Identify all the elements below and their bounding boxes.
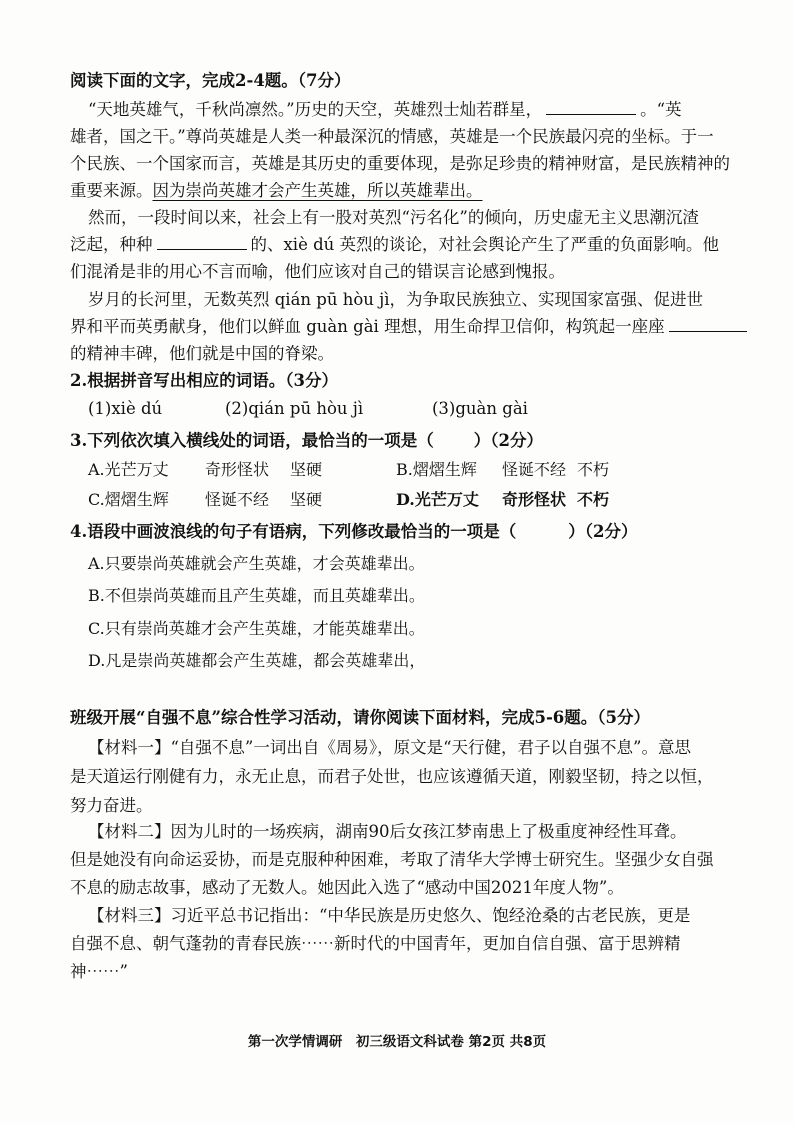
q2-item-3: (3)guàn gài xyxy=(432,399,528,418)
p3-line1: 岁月的长河里，无数英烈 qián pū hòu jì，为争取民族独立、实现国家富强、促进世 xyxy=(88,290,704,309)
q3-stem xyxy=(70,430,543,452)
p2-line2-text: 泛起，种种 xyxy=(70,235,153,254)
q3-option-c-w1: C.熠熠生辉 xyxy=(88,490,169,509)
p1-line1 xyxy=(88,99,682,121)
p1-line4 xyxy=(70,180,483,202)
q3-stem-text: 3.下列依次填入横线处的词语，最恰当的一项是（ xyxy=(70,431,434,450)
fill-blank-2[interactable] xyxy=(157,248,247,250)
q2-item-2: (2)qián pū hòu jì xyxy=(225,399,364,418)
q3-option-c-w3: 坚硬 xyxy=(290,490,323,509)
q3-option-d-w1: D.光芒万丈 xyxy=(396,490,479,509)
p1-line1-tail: 。“英 xyxy=(640,100,682,119)
q2-item-1: (1)xiè dú xyxy=(88,399,163,418)
q4-stem xyxy=(70,521,637,543)
m3-line3: 神⋯⋯” xyxy=(70,962,128,981)
p3-line2-text: 界和平而英勇献身，他们以鲜血 guàn gài 理想，用生命捍卫信仰，构筑起一座座 xyxy=(70,317,665,336)
p2-line2-tail: 的、xiè dú 英烈的谈论，对社会舆论产生了严重的负面影响。他 xyxy=(250,235,720,254)
p2-line1: 然而，一段时间以来，社会上有一股对英烈“污名化”的倾向，历史虚无主义思潮沉渣 xyxy=(88,208,699,227)
q3-stem-tail: ）（2分） xyxy=(473,431,543,450)
p1-line1-text: “天地英雄气，千秋尚凛然。”历史的天空，英雄烈士灿若群星， xyxy=(88,100,543,119)
m2-line2: 但是她没有向命运妥协，而是克服种种困难，考取了清华大学博士研究生。坚强少女自强 xyxy=(70,850,714,869)
p1-line2: 雄者，国之干。”尊尚英雄是人类一种最深沉的情感，英雄是一个民族最闪亮的坐标。于一 xyxy=(70,127,714,146)
p3-line3: 的精神丰碑，他们就是中国的脊梁。 xyxy=(70,344,334,363)
q3-option-b-w2: 怪诞不经 xyxy=(502,460,567,479)
m1-line3: 努力奋进。 xyxy=(70,796,153,815)
q3-option-d[interactable] xyxy=(0,489,794,513)
q3-option-d-w3: 不朽 xyxy=(577,490,610,509)
p2-line3: 们混淆是非的用心不言而喻，他们应该对自己的错误言论感到愧报。 xyxy=(70,262,565,281)
m1-line2: 是天道运行刚健有力，永无止息，而君子处世，也应该遵循天道，刚毅坚韧，持之以恒， xyxy=(70,767,714,786)
q3-option-b-w1: B.熠熠生辉 xyxy=(396,460,477,479)
q3-option-c-w2: 怪诞不经 xyxy=(205,490,270,509)
m2-line1: 【材料二】因为儿时的一场疾病，湖南90后女孩江梦南患上了极重度神经性耳聋。 xyxy=(88,822,687,841)
fill-blank-1[interactable] xyxy=(546,113,636,115)
q4-option-c[interactable]: C.只有崇尚英雄才会产生英雄，才能英雄辈出。 xyxy=(88,619,425,638)
q3-option-b[interactable] xyxy=(0,459,794,483)
q3-option-b-w3: 不朽 xyxy=(577,460,610,479)
q4-stem-tail: ）（2分） xyxy=(568,522,638,541)
m2-line3: 不息的励志故事，感动了无数人。她因此入选了“感动中国2021年度人物”。 xyxy=(70,878,624,897)
q4-option-a[interactable]: A.只要崇尚英雄就会产生英雄，才会英雄辈出。 xyxy=(88,554,425,573)
q4-option-b[interactable]: B.不但崇尚英雄而且产生英雄，而且英雄辈出。 xyxy=(88,586,425,605)
p1-line4-text: 重要来源。 xyxy=(70,181,153,200)
q3-option-d-w2: 奇形怪状 xyxy=(502,490,567,509)
q3-option-a-w2: 奇形怪状 xyxy=(205,460,270,479)
page-footer: 第一次学情调研 初三级语文科试卷 第2页 共8页 xyxy=(247,1034,547,1050)
q2-stem: 2.根据拼音写出相应的词语。（3分） xyxy=(70,371,338,390)
fill-blank-3[interactable] xyxy=(669,330,747,332)
p3-line2 xyxy=(70,316,751,338)
q4-stem-text: 4.语段中画波浪线的句子有语病，下列修改最恰当的一项是（ xyxy=(70,522,517,541)
m1-line1: 【材料一】“自强不息”一词出自《周易》，原文是“天行健，君子以自强不息”。意思 xyxy=(88,738,691,757)
q3-option-a-w3: 坚硬 xyxy=(290,460,323,479)
q4-option-d[interactable]: D.凡是崇尚英雄都会产生英雄，都会英雄辈出， xyxy=(88,651,426,670)
section2-instruction: 班级开展“自强不息”综合性学习活动，请你阅读下面材料，完成5-6题。（5分） xyxy=(70,708,651,727)
m3-line2: 自强不息、朝气蓬勃的青春民族⋯⋯新时代的中国青年，更加自信自强、富于思辨精 xyxy=(70,934,681,953)
q3-option-a-w1: A.光芒万丈 xyxy=(88,460,169,479)
p1-line3: 个民族、一个国家而言，英雄是其历史的重要体现，是弥足珍贵的精神财富，是民族精神的 xyxy=(70,154,730,173)
wavy-sentence: 因为崇尚英雄才会产生英雄，所以英雄辈出。 xyxy=(152,181,483,200)
section1-instruction: 阅读下面的文字，完成2-4题。（7分） xyxy=(70,71,351,90)
m3-line1: 【材料三】习近平总书记指出：“中华民族是历史悠久、饱经沧桑的古老民族，更是 xyxy=(88,906,691,925)
p2-line2 xyxy=(70,234,719,256)
